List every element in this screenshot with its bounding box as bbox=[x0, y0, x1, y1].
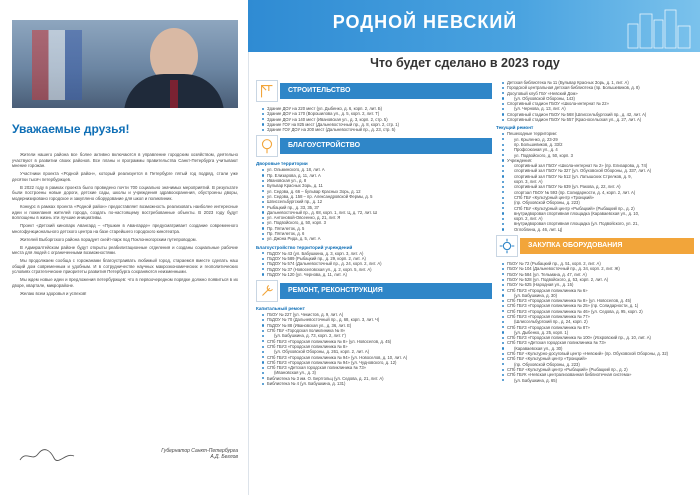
list-item: ГБДОУ № 43 (ул. Бабушкина, д. 3, корп. 3, лит. А) bbox=[262, 251, 492, 256]
list-item: Спортивный стадион ГБОУ № 557 (Красносельская ул., д. 27, лит. А) bbox=[502, 117, 694, 122]
letter-paragraph: Участники проекта «Родной район», который реализуется в Петербурге пятый год подряд, стали уже десятки тысяч петербуржцев. bbox=[12, 171, 238, 182]
list-item: (Ивановская ул., д. 3) bbox=[262, 370, 492, 375]
current-repair-list bbox=[496, 131, 694, 232]
section-title: ЗАКУПКА ОБОРУДОВАНИЯ bbox=[520, 238, 694, 254]
section-title: РЕМОНТ, РЕКОНСТРУКЦИЯ bbox=[280, 283, 492, 299]
wrench-icon bbox=[256, 280, 278, 302]
letter-paragraph: Жители нашего района все более активно включаются в управление городским хозяйством, деятельно участвуют в развитии своих районов. Все планы и программы правительства Санкт-Петербурга учитывают мнение горожан. bbox=[12, 152, 238, 169]
list-item: Пр. Пятилеток, д. 6 bbox=[262, 231, 492, 236]
list-item: Городской центральная детская библиотека (пр. Большевиков, д. 8) bbox=[502, 85, 694, 90]
list-item: Здание ГОУ на 825 мест (Дальневосточный пр., д. 8, корп. 2, стр. 1) bbox=[262, 122, 492, 127]
column-right bbox=[496, 80, 694, 386]
list-item: СПб ГБУ «Культурный центр «Рыбацкий» (Рыбацкий пр., д. 2) bbox=[502, 367, 694, 372]
subsection-title: Благоустройство территорий учреждений bbox=[256, 244, 353, 250]
list-item: ул. Седова, д. 66 – бульвар Красных Зорь, д. 12 bbox=[262, 189, 492, 194]
section-landscaping bbox=[256, 135, 492, 157]
list-item: СПб ГБУЗ «Городская поликлиника № 100» (Искровский пр., д. 10, лит. А) bbox=[502, 335, 694, 340]
section-equipment bbox=[496, 235, 694, 257]
list-item: ГБДОУ № 120 (ул. Чернова, д. 11, лит. А) bbox=[262, 272, 492, 277]
list-item: (ул. Бабушкина, д. 65) bbox=[502, 378, 694, 383]
section-repair bbox=[256, 280, 492, 302]
institutions-list bbox=[256, 251, 492, 277]
construction-list bbox=[256, 106, 492, 132]
governor-photo bbox=[12, 20, 238, 108]
subsection-title: Капитальный ремонт bbox=[256, 306, 305, 312]
list-item: ГБДОУ № 88 (Ивановская ул., д. 36, лит. Е) bbox=[262, 323, 492, 328]
tree-icon bbox=[256, 135, 278, 157]
list-item: Здание ГОУ ДОУ на 200 мест (Дальневосточный пр., д. 23, стр. 5) bbox=[262, 127, 492, 132]
list-item: Здание ДОУ на 170 (Ворошилова ул., д. 5, корп. 2, лит. Т) bbox=[262, 111, 492, 116]
list-item: (ул. Бабушкина, д. 30) bbox=[502, 293, 694, 298]
yards-list bbox=[256, 167, 492, 241]
list-item: Здание ДОУ на 140 мест (Ивановская ул., д. 3, корп. 2, стр. 5) bbox=[262, 117, 492, 122]
list-item: СПб ГБУЗ «Детская городская поликлиника № 73» bbox=[262, 365, 492, 370]
list-item: Библиотека № 4 (ул. Бабушкина, д. 131) bbox=[262, 381, 492, 386]
gear-icon bbox=[496, 235, 518, 257]
section-construction bbox=[256, 80, 492, 102]
list-item: Спортивный стадион ГБОУ «Школа-интернат № 22» bbox=[502, 101, 694, 106]
list-item: Шлиссельбургский пр., д. 12 bbox=[262, 199, 492, 204]
list-item: СПб ГБУ «Культурный центр «Рыбацкий» (Рыбацкий пр., д. 2) bbox=[502, 206, 694, 211]
list-item: корп. 3, лит. А) bbox=[502, 179, 694, 184]
letter-paragraph: Мы продолжаем сообща с горожанами благоустраивать любимый город, стараемся вместе сделать наш общий дом современным и удобным. И в сотрудничестве научных макроэкономических и геополитических условиях стратегические приоритеты развития Петербурга сохраняются неизменными. bbox=[12, 258, 238, 275]
letter-paragraph: Конкурс в рамках проекта «Родной район» предоставляет возможность реализовать наиболее интересные идеи и пожелания жителей города, создать по-настоящему востребованные объекты. В 2023 году будут воплощены в жизнь эти лучшие инициативы. bbox=[12, 203, 238, 221]
list-item: спортивный зал ГБОУ № 327 (ул. Обуховской Обороны, д. 337, лит. А) bbox=[502, 168, 694, 173]
list-item: СПб ГБУЗ «Городская поликлиника № 8» (ул. Новоселов, д. 45) bbox=[502, 298, 694, 303]
signature-block bbox=[140, 448, 238, 460]
list-item: Дальневосточный пр., д. 68, корп. 1, лит. Ц, д. 72, лит. Ш bbox=[262, 210, 492, 215]
list-item: спортивный зал ГБОУ № 639 (ул. Ракова, д. 22, лит. А) bbox=[502, 184, 694, 189]
list-item: СПб ГБУ «Городская поликлиника № 8» bbox=[262, 328, 492, 333]
letter-paragraph: Мы ждем новые идеи и предложения петербуржцев: что в первоочередном порядке должно появиться в их дворе, квартале, микрорайоне. bbox=[12, 277, 238, 288]
page-subtitle: Что будет сделано в 2023 году bbox=[370, 56, 560, 70]
list-item: Пешеходные территории: bbox=[502, 131, 694, 136]
letter-paragraph: Жителей Выборгского района порадует скейт-парк под Поклонногорским путепроводом. bbox=[20, 236, 197, 242]
signature-title: Губернатор Санкт-Петербурга bbox=[161, 448, 238, 454]
list-item: (ул. Дыбенко, д. 25, корп. 1) bbox=[502, 330, 694, 335]
repair-continued-list bbox=[496, 80, 694, 122]
letter-greeting: Уважаемые друзья! bbox=[12, 122, 130, 136]
signature-name: А.Д. Беглов bbox=[210, 454, 238, 460]
city-skyline-icon bbox=[624, 6, 694, 50]
list-item: внутридворовая спортивная площадка (Караваевская ул., д. 10, bbox=[502, 211, 694, 216]
list-item: ул. Крыленко, д. 23-29 bbox=[502, 137, 694, 142]
repair-list bbox=[256, 312, 492, 386]
list-item: Детская библиотека № 11 (Бульвар Красных Зорь, д. 1, лит. А) bbox=[502, 80, 694, 85]
signature-icon bbox=[18, 448, 76, 464]
list-item: спортивный зал ГБОУ № 512 (ул. Латышских Стрелков, д. 9, bbox=[502, 174, 694, 179]
list-item: (пр. Обуховской Обороны, д. 223) bbox=[502, 362, 694, 367]
list-item: внутридворовая спортивная площадка (ул. Подвойского, ул. 21, bbox=[502, 221, 694, 226]
list-item: ул. Джона Рида, д. 5, лит. А bbox=[262, 236, 492, 241]
list-item: Здание ДОУ на 220 мест (ул. Дыбенко, д. 6, корп. 2, лит. Б) bbox=[262, 106, 492, 111]
list-item: ул. Подвойского, д. 50, корп. 3 bbox=[262, 220, 492, 225]
list-item: спортивный зал ГБОУ «Школа-интернат № 2» (пр. Елизарова, д. 74) bbox=[502, 163, 694, 168]
list-item: ул. Подвойского, д. 50, корп. 3 bbox=[502, 153, 694, 158]
list-item: ГБОУ № 528 (ул. Подвойского, д. 53, корп. 2, лит. А) bbox=[502, 277, 694, 282]
list-item: СПб ГБУ «Культурный центр «Троицкий» bbox=[502, 356, 694, 361]
list-item: СПб ГБУЗ «Городская поликлиника № 46» (ул. Седова, д. 95, корп. 2) bbox=[502, 309, 694, 314]
list-item: СПб ГБУЗ «Городская поликлиника № 8» (ул. Новоселов, д. 45) bbox=[262, 339, 492, 344]
list-item: ГБОУ № 104 (Дальневосточный пр., д. 34, корп. 2, лит. Ж) bbox=[502, 266, 694, 271]
list-item: Ивановская ул., д. 8 bbox=[262, 178, 492, 183]
list-item: ГБДОУ № 589 (Рыбацкий пр., д. 29, корп. 2, лит. А) bbox=[262, 256, 492, 261]
list-item: (ул. Обуховской Обороны, д. 261, корп. 2, лит. А) bbox=[262, 349, 492, 354]
list-item: СПб ГБУ «Культурно-досуговый центр «Невский» (пр. Обуховской Обороны, д. 32) bbox=[502, 351, 694, 356]
list-item: СПб ГБУЗ «Городская поликлиника № 94» (ул. Чудновского, д. 12) bbox=[262, 360, 492, 365]
list-item: Библиотека № 3 им. О. Берггольц (ул. Седова, д. 21, лит. А) bbox=[262, 376, 492, 381]
list-item: (Караваевская ул., д. 30) bbox=[502, 346, 694, 351]
list-item: (пр. Обуховской Обороны, д. 223) bbox=[502, 200, 694, 205]
list-item: СПб ГБУЗ «Городская поликлиника № 6» bbox=[502, 288, 694, 293]
column-left bbox=[256, 80, 492, 389]
list-item: ГБДОУ № 37 (Новоселовская ул., д. 2, корп. 5, лит. А) bbox=[262, 267, 492, 272]
list-item: Спортивный стадион ГБОУ № 568 (Шлиссельбургский пр., д. 42, лит. А) bbox=[502, 112, 694, 117]
list-item: ул. Ольминского, д. 18, лит. А bbox=[262, 167, 492, 172]
letter-body bbox=[12, 152, 238, 299]
list-item: Учреждения: bbox=[502, 158, 694, 163]
section-title: СТРОИТЕЛЬСТВО bbox=[280, 83, 492, 99]
list-item: ГБДОУ № 70 (Дальневосточный пр., д. 68, корп. 3, лит. Ч) bbox=[262, 317, 492, 322]
list-item: Бульвар Красных Зорь, д. 11 bbox=[262, 183, 492, 188]
list-item: Профсоюзная ул., д. 4 bbox=[502, 147, 694, 152]
subsection-title: Дворовые территории bbox=[256, 161, 308, 167]
list-item: корп. 2, лит. А) bbox=[502, 216, 694, 221]
list-item: ул. Антоновой-Овсеенко, д. 21, лит. Я bbox=[262, 215, 492, 220]
list-item: Досуговый клуб ГБУ «Невский Дом» bbox=[502, 91, 694, 96]
list-item: пр. Большевиков, д. 33/2 bbox=[502, 142, 694, 147]
list-item: ГБОУ № 227 (ул. Чекистов, д. 9, лит. А) bbox=[262, 312, 492, 317]
brand-title: РОДНОЙ НЕВСКИЙ bbox=[332, 12, 518, 32]
list-item: СПб ГБУ «Культурный центр «Троицкий» bbox=[502, 195, 694, 200]
list-item: СПб ГБУЗ «Городская поликлиника № 25» (пр. Солидарности, д. 1) bbox=[502, 303, 694, 308]
list-item: (ул. Чернова, д. 13, лит. А) bbox=[502, 106, 694, 111]
letter-paragraph: Проект «Детский кинопарк Авангард – «Пушкин в Авангарде» предусматривает создание современного многофункционального детского центра на базе старейшего городского кинотеатра. bbox=[12, 223, 238, 234]
letter-paragraph: В Адмиралтейском районе будут открыты реабилитационные отделения и созданы социальные рабочие места для людей с ограниченными возможностями. bbox=[12, 244, 238, 256]
list-item: ГБОУ № 584 (ул. Тельмана, д. 47, лит. А) bbox=[502, 272, 694, 277]
equipment-list bbox=[496, 261, 694, 383]
list-item: Пр. Пятилеток, д. 5 bbox=[262, 226, 492, 231]
list-item: (Шлиссельбургский пр., д. 24, корп. 2) bbox=[502, 319, 694, 324]
list-item: ул. Седова, д. 158 – пр. Александровской Фермы, д. 5 bbox=[262, 194, 492, 199]
list-item: (ул. Обуховской Обороны, 143) bbox=[502, 96, 694, 101]
list-item: ГБОУ № 72 (Рыбацкий пр., д. 51, корп. 2, лит. А) bbox=[502, 261, 694, 266]
section-title: БЛАГОУСТРОЙСТВО bbox=[280, 138, 492, 154]
list-item: ГБОУ № 625 (Народная ул., д. 15) bbox=[502, 282, 694, 287]
list-item: Оглоблина, д. 46, лит. Ц) bbox=[502, 227, 694, 232]
letter-paragraph: Желаю всем здоровья и успехов! bbox=[20, 290, 87, 296]
crane-icon bbox=[256, 80, 278, 102]
list-item: СПб ГБУК «Невская централизованная библиотечная система» bbox=[502, 372, 694, 377]
list-item: СПб ГБУЗ «Городская поликлиника № 94» (ул. Новоселов, д. 10, лит. А) bbox=[262, 355, 492, 360]
flag-shape bbox=[32, 30, 82, 100]
portrait-tie bbox=[170, 80, 178, 108]
list-item: СПб ГБУЗ «Детская городская поликлиника № 73» bbox=[502, 340, 694, 345]
list-item: СПб ГБУЗ «Городская поликлиника № 77» bbox=[502, 314, 694, 319]
list-item: спортзал ГБОУ № 593 (пр. Солидарности, д. 4, корп. 2, лит. А) bbox=[502, 190, 694, 195]
governor-letter-panel bbox=[0, 0, 249, 495]
list-item: СПб ГБУЗ «Городская поликлиника № 8» bbox=[262, 344, 492, 349]
list-item: Пр. Елизарова, д. 11, лит. А bbox=[262, 173, 492, 178]
list-item: Рыбацкий пр., д. 33, 35, 37 bbox=[262, 205, 492, 210]
list-item: ГБДОУ № 574 (Дальневосточный пр., д. 24, корп. 2, лит. А) bbox=[262, 261, 492, 266]
list-item: (ул. Бабушкина, д. 73, корп. 2, лит. Г) bbox=[262, 333, 492, 338]
letter-paragraph: В 2022 году в рамках проекта было проведено почти 700 социально значимых мероприятий. В результате были построены новые дороги, детские сады, школы и учреждения здравоохранения, обустроены дворы, модернизировано городское и закуплено оборудование для школ и поликлиник. bbox=[12, 184, 238, 201]
list-item: СПб ГБУЗ «Городская поликлиника № 87» bbox=[502, 325, 694, 330]
subsection-title: Текущий ремонт bbox=[496, 125, 534, 131]
